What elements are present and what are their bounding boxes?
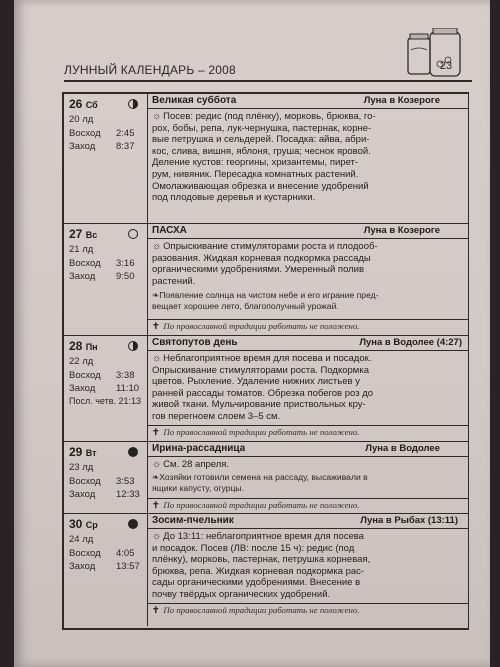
day-details xyxy=(148,514,468,626)
lunar-day: 21 лд xyxy=(69,244,94,255)
moonrise: Восход 3:38 xyxy=(69,370,135,381)
moonrise: Восход 3:16 xyxy=(69,258,135,269)
tradition-note: ✝ По православной традиции работать не положено. xyxy=(152,321,360,331)
day-date: 30 Ср xyxy=(69,517,98,531)
calendar-day-27 xyxy=(64,224,468,336)
calendar-day-29 xyxy=(64,442,468,514)
lunar-day: 22 лд xyxy=(69,356,94,367)
leaf-icon: ❧ xyxy=(152,290,160,300)
tradition-note: ✝ По православной традиции работать не положено. xyxy=(152,605,360,615)
moonset: Заход 9:50 xyxy=(69,271,135,282)
garden-advice: ☼ До 13:11: неблагоприятное время для посева и посадок. Посев (ЛВ: после 15 ч): редис (под плёнку), морковь, пастернак, петрушка корневая, брюква, репа. Жидкая корневая подкормка рас- сады органическими удобрениями. Внесение в почву твёрдых органических удобрений. xyxy=(152,531,371,600)
cross-icon: ✝ xyxy=(152,605,160,615)
sun-icon: ☼ xyxy=(152,241,162,252)
sun-icon: ☼ xyxy=(152,531,162,542)
page-number: 23 xyxy=(439,60,453,72)
day-titlebar xyxy=(148,336,468,351)
page-header xyxy=(64,58,472,82)
day-details xyxy=(148,442,468,513)
calendar-day-28 xyxy=(64,336,468,442)
leaf-icon: ❧ xyxy=(152,472,160,482)
moonset: Заход 12:33 xyxy=(69,489,140,500)
moon-sign: Луна в Водолее xyxy=(365,443,440,454)
tradition-note: ✝ По православной традиции работать не положено. xyxy=(152,427,360,437)
day-details xyxy=(148,336,468,441)
day-date: 26 Сб xyxy=(69,97,98,111)
folk-sign: ❧Хозяйки готовили семена на рассаду, высаживали в ящики капусту, огурцы. xyxy=(152,472,368,493)
moon-phase-icon xyxy=(128,519,138,529)
moon-phase-icon xyxy=(128,341,138,351)
sun-icon: ☼ xyxy=(152,111,162,122)
day-date: 29 Вт xyxy=(69,445,97,459)
holiday-name: ПАСХА xyxy=(152,225,187,236)
moon-sign: Луна в Козероге xyxy=(363,95,440,106)
cross-icon: ✝ xyxy=(152,427,160,437)
divider xyxy=(148,425,468,426)
lunar-day: 23 лд xyxy=(69,462,94,473)
divider xyxy=(148,603,468,604)
holiday-name: Зосим-пчельник xyxy=(152,515,234,526)
moonrise: Восход 3:53 xyxy=(69,476,135,487)
last-quarter-time: Посл. четв. 21:13 xyxy=(69,396,142,406)
lunar-day: 20 лд xyxy=(69,114,94,125)
day-date: 28 Пн xyxy=(69,339,98,353)
day-info xyxy=(64,336,148,441)
day-titlebar xyxy=(148,224,468,239)
cross-icon: ✝ xyxy=(152,500,160,510)
tradition-note: ✝ По православной традиции работать не положено. xyxy=(152,500,360,510)
day-details xyxy=(148,94,468,223)
book-page xyxy=(14,0,490,667)
moonset: Заход 13:57 xyxy=(69,561,140,572)
moonset: Заход 8:37 xyxy=(69,141,135,152)
day-info xyxy=(64,224,148,335)
holiday-name: Великая суббота xyxy=(152,95,237,106)
garden-advice: ☼ Неблагоприятное время для посева и посадок. Опрыскивание стимуляторами роста. Подкормка цветов. Рыхление. Удаление нижних листьев у ранней рассады томатов. Обрезка побегов роз до живой ткани. Мульчирование приствольных кру- гов перегноем слоем 3–5 см. xyxy=(152,353,374,422)
moon-sign: Луна в Рыбах (13:11) xyxy=(360,515,458,526)
garden-advice: ☼ Опрыскивание стимуляторами роста и плодооб- разования. Жидкая корневая подкормка рассады органическими удобрениями. Умеренный полив растений. xyxy=(152,241,378,287)
day-titlebar xyxy=(148,94,468,109)
page-header-title: ЛУННЫЙ КАЛЕНДАРЬ – 2008 xyxy=(64,63,236,77)
moonrise: Восход 4:05 xyxy=(69,548,135,559)
moonrise: Восход 2:45 xyxy=(69,128,135,139)
day-weekday: Вт xyxy=(85,448,97,458)
day-info xyxy=(64,514,148,626)
holiday-name: Святопутов день xyxy=(152,337,238,348)
garden-advice: ☼ Посев: редис (под плёнку), морковь, брюква, го- рох, бобы, репа, лук-чернушка, пастернак, корне- вые петрушка и сельдерей. Посадка: айва, абри- кос, слива, вишня, яблоня, груша; чеснок яровой. Деление кустов: георгины, хризантемы, пирет- рум, нивяник. Пересадка комнатных растений. Омолаживающая обрезка и внесение удобрений под плодовые деревья и кустарники. xyxy=(152,111,376,204)
moon-sign: Луна в Козероге xyxy=(363,225,440,236)
holiday-name: Ирина-рассадница xyxy=(152,443,246,454)
lunar-day: 24 лд xyxy=(69,534,94,545)
folk-sign: ❧Появление солнца на чистом небе и его играние пред- вещает хорошее лето, благополучный урожай. xyxy=(152,290,379,311)
day-weekday: Сб xyxy=(85,100,98,110)
day-info xyxy=(64,442,148,513)
moon-phase-icon xyxy=(128,99,138,109)
divider xyxy=(148,498,468,499)
moon-sign: Луна в Водолее (4:27) xyxy=(359,337,462,348)
moon-phase-icon xyxy=(128,229,138,239)
day-weekday: Вс xyxy=(85,230,98,240)
garden-advice: ☼ См. 28 апреля. xyxy=(152,459,230,470)
divider xyxy=(148,319,468,320)
sun-icon: ☼ xyxy=(152,353,162,364)
calendar-day-26 xyxy=(64,94,468,224)
cross-icon: ✝ xyxy=(152,321,160,331)
day-weekday: Пн xyxy=(85,342,98,352)
calendar-day-30 xyxy=(64,514,468,626)
day-date: 27 Вс xyxy=(69,227,98,241)
calendar-table xyxy=(62,92,469,630)
sun-icon: ☼ xyxy=(152,459,162,470)
day-titlebar xyxy=(148,514,468,529)
moon-phase-icon xyxy=(128,447,138,457)
day-info xyxy=(64,94,148,223)
day-details xyxy=(148,224,468,335)
day-titlebar xyxy=(148,442,468,457)
day-weekday: Ср xyxy=(85,520,98,530)
moonset: Заход 11:10 xyxy=(69,383,140,394)
